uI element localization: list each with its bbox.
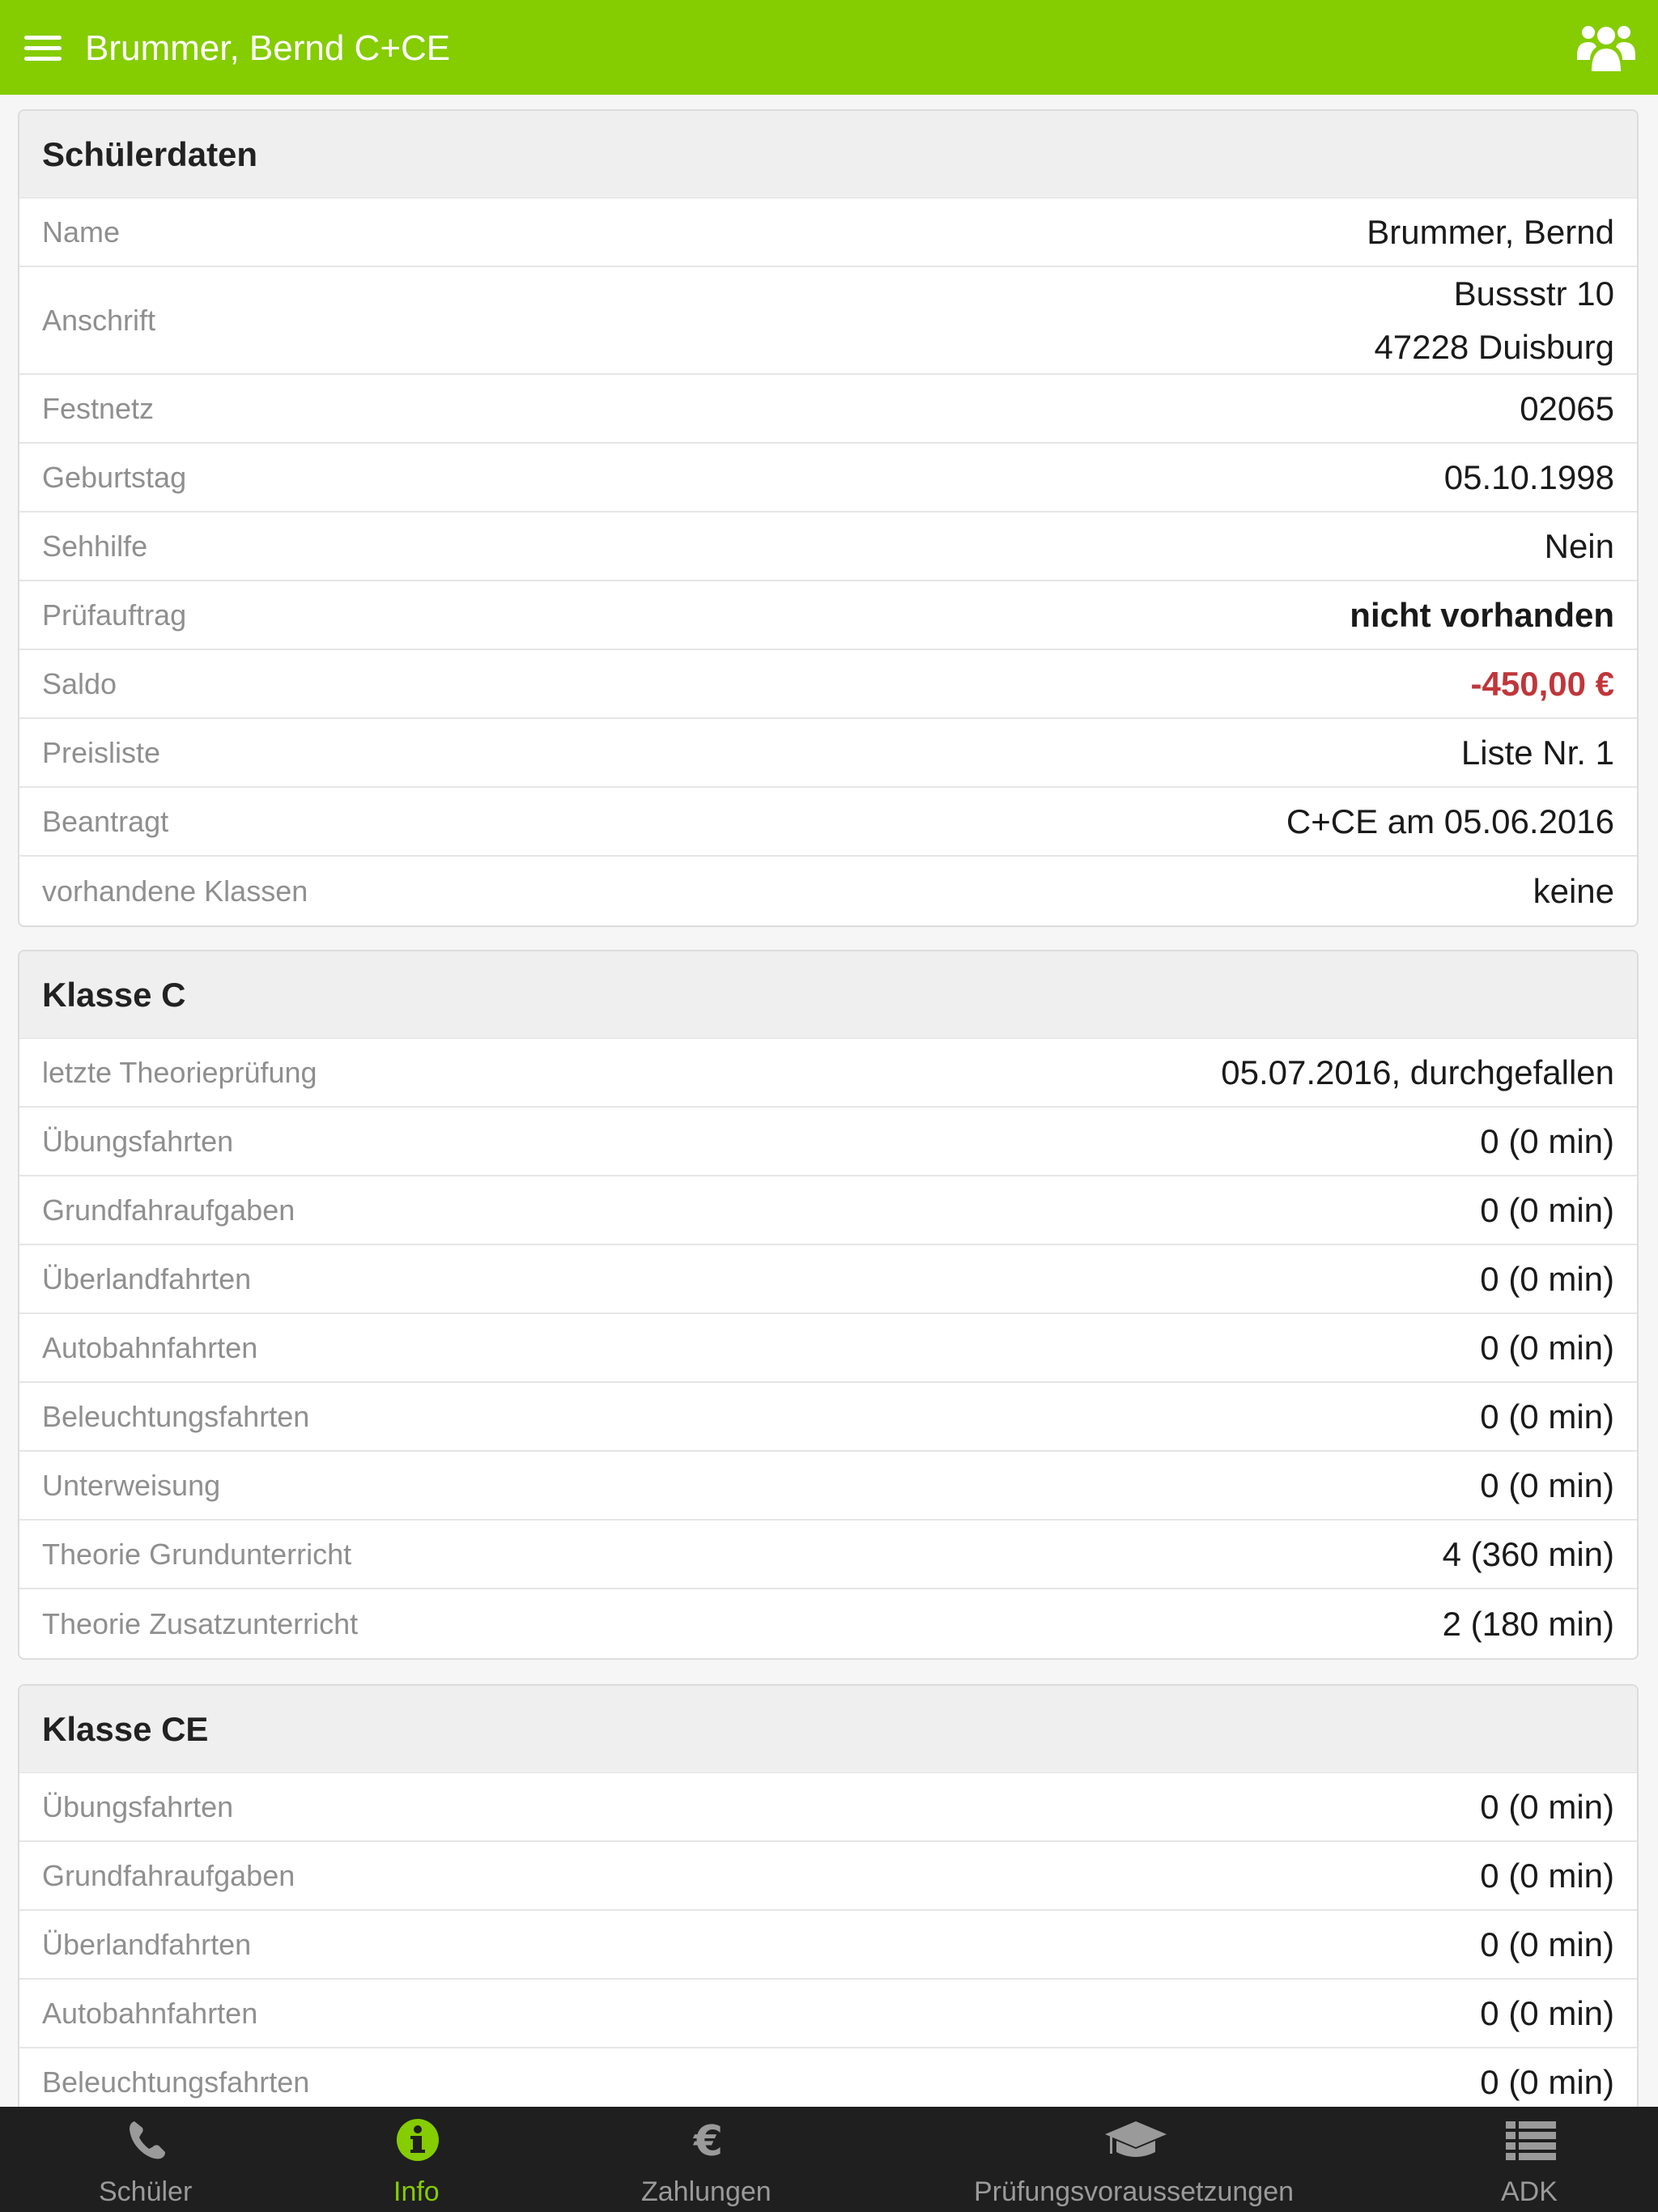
- table-row: [19, 1452, 1637, 1521]
- list-icon: [1506, 2118, 1556, 2162]
- euro-icon: [690, 2118, 727, 2162]
- student-name-value: Brummer, Bernd: [1367, 212, 1614, 251]
- app-header: [0, 0, 1658, 95]
- row-value: 05.07.2016, durchgefallen: [1221, 1053, 1614, 1091]
- table-row: [19, 1176, 1637, 1245]
- table-row: [19, 1521, 1637, 1589]
- row-label: Preisliste: [42, 735, 161, 769]
- row-birthday: [19, 444, 1637, 513]
- row-value: 0 (0 min): [1480, 1925, 1614, 1963]
- phone-value[interactable]: 02065: [1520, 389, 1614, 428]
- tab-pruefungsvoraussetzungen[interactable]: [974, 2107, 1298, 2212]
- birthday-value: 05.10.1998: [1443, 457, 1614, 496]
- row-label: Grundfahraufgaben: [42, 1193, 295, 1227]
- tab-label: ADK: [1501, 2176, 1558, 2207]
- table-row: [19, 1108, 1637, 1176]
- table-row: [19, 2048, 1637, 2107]
- table-row: [19, 1773, 1637, 1842]
- row-label: Theorie Grundunterricht: [42, 1537, 352, 1571]
- row-value: 0 (0 min): [1480, 1190, 1614, 1229]
- row-glasses: [19, 513, 1637, 581]
- row-classes: [19, 857, 1637, 925]
- svg-text:€: €: [693, 2118, 724, 2162]
- row-label: Übungsfahrten: [42, 1124, 234, 1158]
- row-value: 0 (0 min): [1480, 1397, 1614, 1436]
- row-label: Übungsfahrten: [42, 1789, 234, 1823]
- table-row: [19, 1589, 1637, 1658]
- pricelist-value: Liste Nr. 1: [1460, 733, 1614, 772]
- tab-zahlungen[interactable]: [640, 2107, 777, 2212]
- row-value: 0 (0 min): [1480, 1259, 1614, 1298]
- table-row: [19, 1039, 1637, 1108]
- scroll-content[interactable]: [0, 95, 1658, 2107]
- row-balance: [19, 650, 1637, 719]
- row-label: Beleuchtungsfahrten: [42, 2065, 310, 2099]
- row-label: Autobahnfahrten: [42, 1330, 258, 1364]
- table-row: [19, 1245, 1637, 1314]
- class-ce-title: Klasse CE: [19, 1686, 1637, 1773]
- row-value: 0 (0 min): [1480, 1121, 1614, 1160]
- row-value: 0 (0 min): [1480, 1465, 1614, 1504]
- glasses-value: Nein: [1544, 526, 1614, 565]
- table-row: [19, 1911, 1637, 1980]
- address-line1: Bussstr 10: [1453, 274, 1614, 313]
- row-label: Überlandfahrten: [42, 1927, 252, 1961]
- row-value: 2 (180 min): [1442, 1604, 1614, 1643]
- hamburger-menu-icon[interactable]: [24, 34, 62, 62]
- row-value: 4 (360 min): [1442, 1534, 1614, 1573]
- student-data-title: Schülerdaten: [19, 111, 1637, 198]
- exam-order-value: nicht vorhanden: [1350, 595, 1614, 634]
- address-line2: 47228 Duisburg: [1374, 327, 1614, 366]
- table-row: [19, 1314, 1637, 1383]
- graduation-cap-icon: [1103, 2118, 1168, 2162]
- row-label: Überlandfahrten: [42, 1261, 252, 1295]
- row-name: [19, 198, 1637, 267]
- tab-label: Prüfungsvoraussetzungen: [974, 2176, 1295, 2207]
- row-value: 0 (0 min): [1480, 2062, 1614, 2101]
- table-row: [19, 1980, 1637, 2048]
- row-value: 0 (0 min): [1480, 1993, 1614, 2032]
- class-c-title: Klasse C: [19, 951, 1637, 1039]
- tab-adk[interactable]: [1496, 2107, 1564, 2212]
- row-label: Saldo: [42, 666, 117, 700]
- row-label: Name: [42, 215, 121, 249]
- class-ce-card: [18, 1684, 1639, 2107]
- applied-value: C+CE am 05.06.2016: [1286, 802, 1614, 840]
- row-label: vorhandene Klassen: [42, 874, 308, 908]
- tab-label: Info: [393, 2176, 440, 2207]
- row-label: Prüfauftrag: [42, 598, 187, 632]
- tab-schueler[interactable]: [99, 2107, 196, 2212]
- row-label: Autobahnfahrten: [42, 1996, 258, 2030]
- tab-label: Schüler: [99, 2176, 193, 2207]
- phone-icon: [126, 2118, 168, 2162]
- table-row: [19, 1383, 1637, 1452]
- row-value: 0 (0 min): [1480, 1328, 1614, 1367]
- row-label: Theorie Zusatzunterricht: [42, 1606, 359, 1640]
- classes-value: keine: [1533, 871, 1614, 910]
- table-row: [19, 1842, 1637, 1911]
- bottom-tab-bar: [0, 2107, 1658, 2212]
- row-phone: [19, 375, 1637, 444]
- row-pricelist: [19, 719, 1637, 788]
- row-value: 0 (0 min): [1480, 1787, 1614, 1826]
- tab-info[interactable]: [377, 2107, 458, 2212]
- row-value: 0 (0 min): [1480, 1856, 1614, 1895]
- class-c-card: [18, 950, 1639, 1660]
- users-group-icon[interactable]: [1577, 21, 1635, 74]
- student-data-card: [18, 109, 1639, 927]
- row-label: Beantragt: [42, 804, 169, 838]
- row-address: [19, 267, 1637, 375]
- row-label: letzte Theorieprüfung: [42, 1055, 317, 1089]
- row-label: Sehhilfe: [42, 529, 148, 563]
- address-value: [1374, 267, 1614, 374]
- row-label: Geburtstag: [42, 460, 187, 494]
- tab-label: Zahlungen: [641, 2176, 772, 2207]
- row-applied: [19, 788, 1637, 857]
- info-icon: [396, 2118, 440, 2162]
- row-label: Beleuchtungsfahrten: [42, 1399, 310, 1433]
- page-title: Brummer, Bernd C+CE: [85, 28, 451, 68]
- row-label: Anschrift: [42, 303, 156, 337]
- row-label: Unterweisung: [42, 1468, 221, 1502]
- row-label: Festnetz: [42, 391, 155, 425]
- balance-value: -450,00 €: [1470, 664, 1614, 703]
- row-exam-order: [19, 581, 1637, 650]
- row-label: Grundfahraufgaben: [42, 1858, 295, 1892]
